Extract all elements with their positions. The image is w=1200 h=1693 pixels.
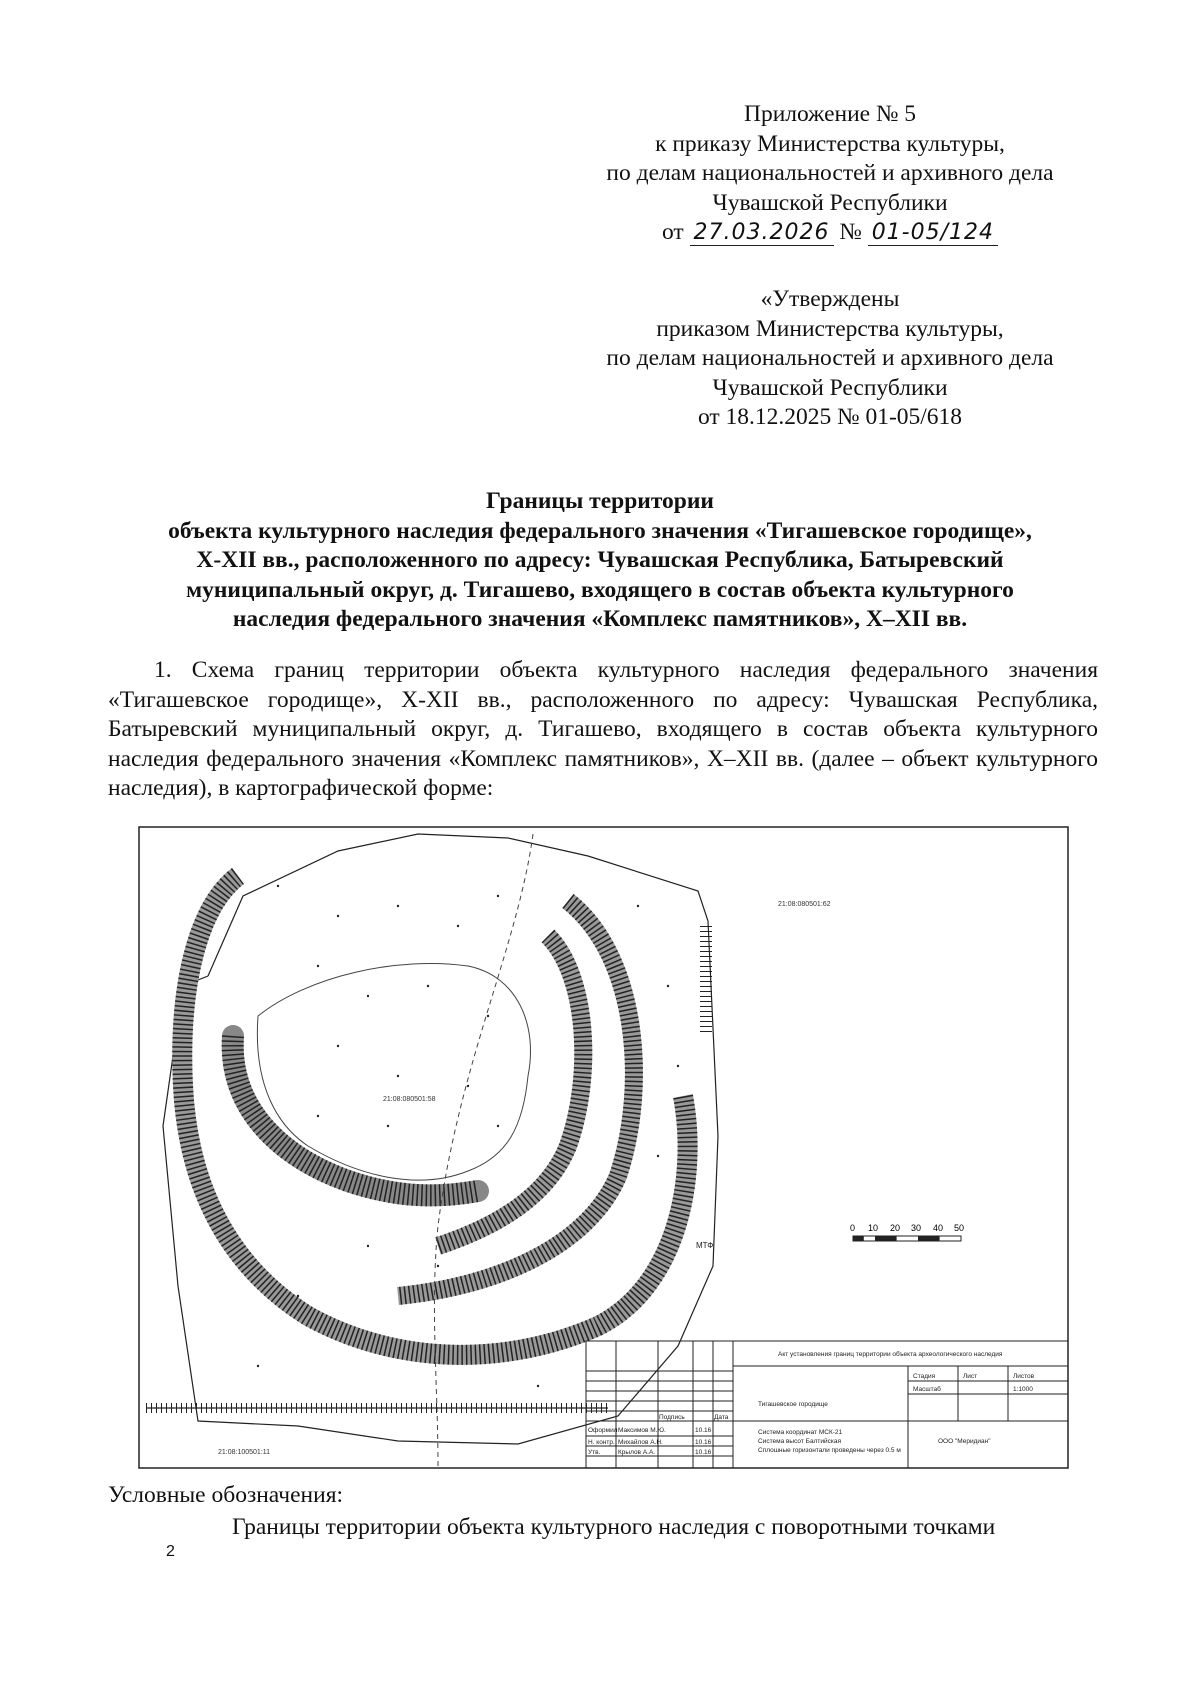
- stamp-name-1: Максимов М.Ю.: [618, 1427, 666, 1434]
- scale-tick: 0: [850, 1223, 856, 1233]
- title-line-4: муниципальный округ, д. Тигашево, входящего в состав объекта культурного: [186, 576, 1014, 603]
- appendix-line-2: к приказу Министерства культуры,: [655, 130, 1005, 157]
- title-line-1: Границы территории: [486, 488, 714, 514]
- stamp-role-3: Утв.: [588, 1449, 601, 1456]
- stamp-date-1: 10.16: [695, 1427, 712, 1434]
- scale-tick: 30: [911, 1223, 922, 1233]
- stamp-sheet: Лист: [963, 1373, 978, 1380]
- approved-line-1: «Утверждены: [760, 286, 900, 312]
- title-line-3: X-XII вв., расположенного по адресу: Чувашская Республика, Батыревский: [196, 547, 1004, 573]
- number-prefix: №: [839, 219, 862, 245]
- stamp-date-3: 10.16: [695, 1449, 712, 1456]
- approved-line-3: по делам национальностей и архивного дела: [606, 345, 1054, 371]
- legend-item-boundary: Границы территории объекта культурного наследия с поворотными точками: [232, 1514, 996, 1540]
- approval-block: [540, 285, 1120, 433]
- title-line-5: наследия федерального значения «Комплекс памятников», X–XII вв.: [232, 606, 968, 632]
- parcel-label-1: 21:08:080501:62: [778, 901, 831, 908]
- boundary-map: [138, 826, 1069, 1469]
- appendix-line-4: Чувашской Республики: [712, 189, 948, 216]
- appendix-date-line: [540, 218, 1120, 248]
- handwritten-number: 01-05/124: [868, 220, 998, 246]
- stamp-role-2: Н. контр.: [588, 1439, 615, 1446]
- handwritten-date: 27.03.2026: [690, 220, 834, 246]
- stamp-name-3: Крылов А.А.: [618, 1449, 656, 1456]
- scale-tick: 40: [933, 1223, 944, 1233]
- approved-line-5: от 18.12.2025 № 01-05/618: [697, 404, 963, 430]
- stamp-sheets: Листов: [1013, 1373, 1035, 1380]
- stamp-header: Акт установления границ территории объекта археологического наследия: [778, 1351, 1003, 1358]
- title-line-2: объекта культурного наследия федерального значения «Тигашевское городище»,: [168, 517, 1032, 544]
- stamp-name-2: Михайлов А.Н.: [618, 1439, 663, 1446]
- parcel-label-2: 21:08:080501:58: [383, 1096, 436, 1103]
- stamp-scale-label: Масштаб: [913, 1386, 941, 1393]
- stamp-col-date: Дата: [714, 1414, 729, 1421]
- appendix-header: [540, 100, 1120, 248]
- stamp-date-2: 10.16: [695, 1439, 712, 1446]
- stamp-stage: Стадия: [913, 1373, 936, 1380]
- date-prefix: от: [661, 219, 684, 245]
- approved-line-2: приказом Министерства культуры,: [656, 315, 1004, 342]
- stamp-company: ООО "Меридиан": [938, 1438, 991, 1445]
- legend-title: Условные обозначения:: [108, 1482, 344, 1508]
- stamp-system-2: Система высот Балтийская: [758, 1438, 841, 1445]
- stamp-object-name: Тигашевское городище: [758, 1401, 828, 1408]
- stamp-scale-value: 1:1000: [1013, 1386, 1033, 1393]
- scale-tick: 50: [954, 1223, 965, 1233]
- scale-tick: 10: [868, 1223, 879, 1233]
- stamp-system-3: Сплошные горизонтали проведены через 0.5 м: [758, 1447, 901, 1454]
- document-title: [100, 487, 1100, 635]
- parcel-label-3: 21:08:100501:11: [218, 1449, 271, 1456]
- stamp-system-1: Система координат МСК-21: [758, 1429, 843, 1436]
- stamp-role-1: Оформил: [588, 1427, 618, 1434]
- approved-line-4: Чувашской Республики: [712, 374, 948, 401]
- appendix-line-1: Приложение № 5: [743, 101, 917, 127]
- stamp-col-sign: Подпись: [659, 1414, 685, 1421]
- scale-tick: 20: [890, 1223, 901, 1233]
- appendix-line-3: по делам национальностей и архивного дела: [606, 160, 1054, 186]
- mtf-label: МТФ: [696, 1241, 714, 1250]
- body-paragraph: 1. Схема границ территории объекта культурного наследия федерального значения «Тигашевское городище», X-XII вв., расположенного по адресу: Чувашская Республика, Батыревский муниципальный округ, д. Тигашево, входящего в состав объекта культурного наследия федерального значения «Комплекс памятников», X–XII вв. (далее – объект культурного наследия), в картографической форме:: [108, 657, 1098, 801]
- page-number: 2: [166, 1543, 175, 1560]
